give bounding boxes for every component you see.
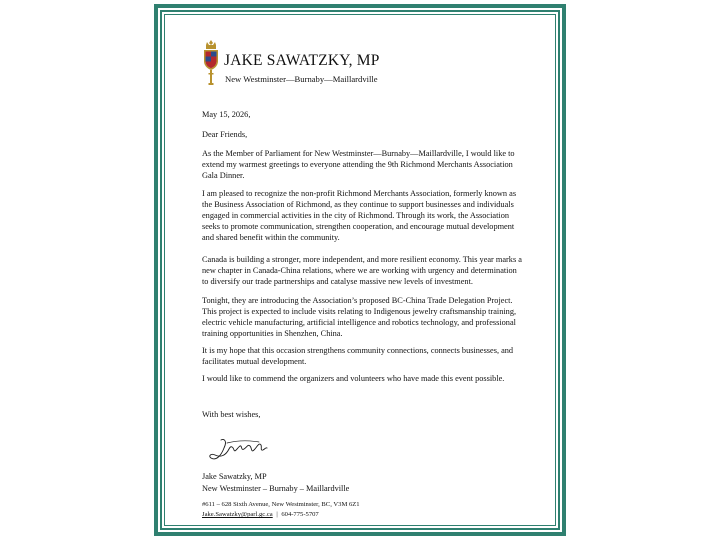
letter-paragraph: As the Member of Parliament for New Westminster—Burnaby—Maillardville, I would like to extend my warmest greetings to everyone attending the 9th Richmond Merchants Association Gala Dinner. [202, 149, 515, 180]
handwritten-signature-icon [207, 434, 269, 468]
letter-page [154, 4, 566, 536]
footer-address: #611 – 628 Sixth Avenue, New Westminster, BC, V3M 6Z1 [202, 501, 360, 508]
footer-contact [202, 511, 319, 518]
footer-separator: | [276, 511, 278, 518]
signature-name: Jake Sawatzky, MP [202, 472, 267, 481]
letter-closing: With best wishes, [202, 410, 261, 419]
letter-salutation: Dear Friends, [202, 130, 248, 139]
letter-paragraph: I would like to commend the organizers and volunteers who have made this event possible. [202, 374, 505, 383]
letter-date: May 15, 2026, [202, 110, 251, 119]
mace-crest-icon [200, 39, 222, 87]
footer-email-link[interactable]: Jake.Sawatzky@parl.gc.ca [202, 511, 273, 518]
letter-paragraph: Tonight, they are introducing the Association’s proposed BC-China Trade Delegation Project. This project is expected to include visits relating to Indigenous jewelry craftsmanship training, electric vehicle manufacturing, artificial intelligence and robotics technology, and professional training opportunities in Shenzhen, China. [202, 296, 517, 338]
letterhead-name: JAKE SAWATZKY, MP [224, 52, 380, 69]
letter-paragraph: I am pleased to recognize the non-profit Richmond Merchants Association, formerly known as the Business Association of Richmond, as they continue to support businesses and individuals engaged in commercial activities in the city of Richmond. Through its work, the Association seeks to promote communication, strengthen cooperation, and encourage mutual development and shared benefit within the community. [202, 189, 517, 242]
signature-riding: New Westminster – Burnaby – Maillardville [202, 484, 350, 493]
letter-paragraph: It is my hope that this occasion strengthens community connections, connects businesses, and facilitates mutual development. [202, 346, 514, 366]
letter-paragraph: Canada is building a stronger, more independent, and more resilient economy. This year marks a new chapter in Canada-China relations, where we are working with urgency and determination to diversify our trade partnerships and catalyse massive new levels of investment. [202, 255, 522, 286]
letterhead-riding: New Westminster—Burnaby—Maillardville [225, 74, 378, 84]
footer-phone: 604-775-5707 [281, 511, 319, 518]
